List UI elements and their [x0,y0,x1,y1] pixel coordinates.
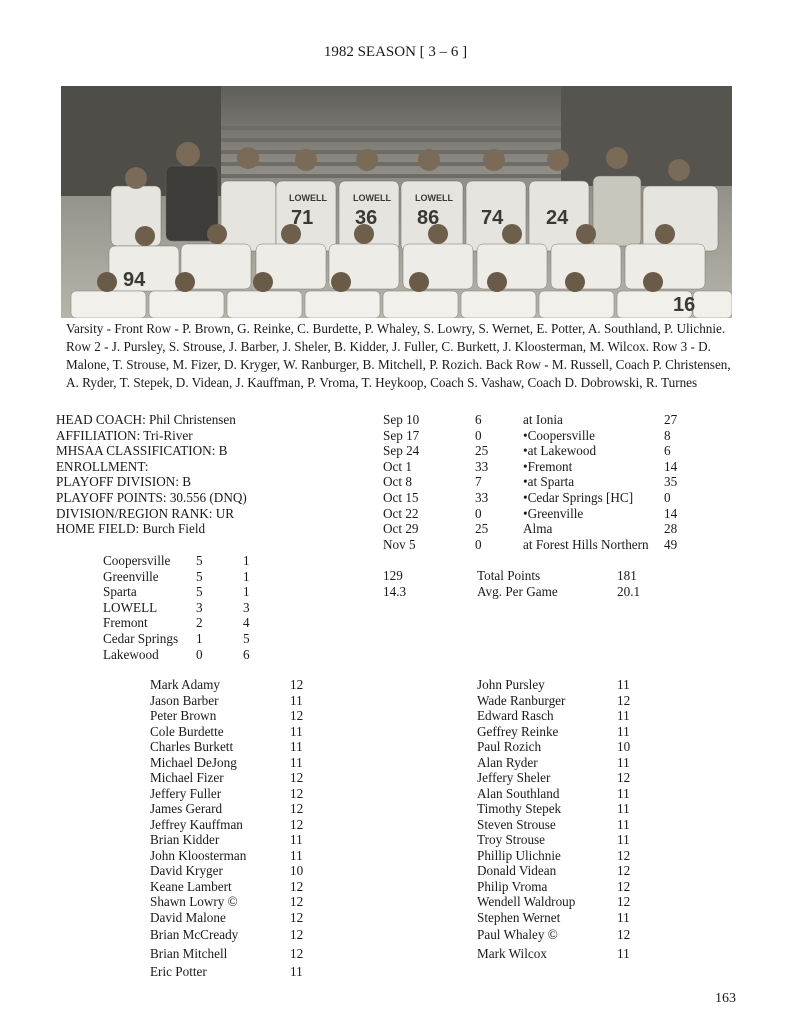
opponent-score: 27 [664,412,678,427]
player-name: Eric Potter [150,964,207,979]
player-name: Mark Wilcox [477,945,547,961]
svg-text:86: 86 [417,207,440,229]
losses: 6 [243,646,250,662]
info-playoff-division: PLAYOFF DIVISION: B [56,474,192,490]
player-name: Brian Kidder [150,832,220,847]
lowell-score: 0 [475,505,482,521]
info-affiliation: AFFILIATION: Tri-River [56,427,193,443]
lowell-score: 25 [475,443,489,459]
player-grade: 11 [617,801,630,816]
opponent-name: •Cedar Springs [HC] [523,490,634,505]
player-name: Jeffery Fuller [150,785,222,801]
total-label: Avg. Per Game [477,583,558,599]
player-grade: 12 [290,801,304,816]
lowell-score: 0 [475,427,482,443]
game-date: Nov 5 [383,536,416,552]
player-name: Shawn Lowry © [150,894,238,909]
info-head-coach: HEAD COACH: Phil Christensen [56,412,236,427]
player-grade: 12 [290,894,304,909]
opponent-score: 8 [664,427,671,443]
photo-caption: Varsity - Front Row - P. Brown, G. Reinke, C. Burdette, P. Whaley, S. Lowry, S. Wernet, E. Potter, A. Southland, P. Ulichnie. Row 2 - J. Pursley, S. Strouse, J. Barber, J. Sheler, B. Kidder, J. Fuller, C. Burkett, J. Kloosterman, M. Wilcox. Row 3 - D. Malone, T. Strouse, M. Fizer, D. Kryger, W. Ranburger, B. Mitchell, P. Rozich. Back Row - M. Russell, Coach P. Christensen, A. Ryder, T. Stepek, D. Videan, J. Kauffman, P. Vroma, T. Heykoop, Coach S. Vashaw, Coach D. Dobrowski, R. Turnes [66,321,731,390]
losses: 4 [243,615,250,631]
wins: 1 [196,631,203,646]
opponent-total: 20.1 [617,583,641,599]
wins: 2 [196,615,203,631]
lowell-score: 6 [475,412,482,427]
player-name: Wade Ranburger [477,692,566,708]
lowell-score: 25 [475,521,489,537]
player-grade: 12 [290,785,304,801]
lowell-score: 0 [475,536,482,552]
svg-text:LOWELL: LOWELL [289,193,327,203]
player-grade: 11 [617,785,630,801]
player-name: Wendell Waldroup [477,894,576,909]
player-grade: 11 [290,847,303,863]
losses: 1 [243,568,250,584]
game-date: Oct 22 [383,505,419,521]
svg-text:36: 36 [355,207,378,229]
game-date: Sep 17 [383,427,420,443]
info-enrollment: ENROLLMENT: [56,458,149,474]
player-grade: 12 [617,927,631,942]
player-name: Steven Strouse [477,816,556,832]
losses: 5 [243,631,250,646]
player-name: Mark Adamy [150,677,220,692]
player-name: John Kloosterman [150,847,247,863]
player-grade: 12 [290,909,304,925]
wins: 3 [196,599,203,615]
opponent-name: •Fremont [523,458,573,474]
opponent-name: Alma [523,521,553,537]
team-name: LOWELL [103,599,158,615]
player-name: Edward Rasch [477,708,554,723]
lowell-score: 7 [475,474,482,490]
opponent-name: •at Lakewood [523,443,597,459]
player-grade: 12 [290,927,304,942]
player-name: Keane Lambert [150,878,232,894]
player-grade: 12 [290,708,304,723]
svg-text:94: 94 [123,269,146,291]
player-grade: 11 [290,723,303,739]
info-region-rank: DIVISION/REGION RANK: UR [56,505,235,521]
lowell-total: 129 [383,568,403,583]
game-date: Sep 10 [383,412,420,427]
player-name: Brian McCready [150,927,239,942]
player-grade: 12 [617,894,631,909]
opponent-name: •at Sparta [523,474,575,490]
player-name: Phillip Ulichnie [477,847,561,863]
player-grade: 12 [617,863,631,878]
player-grade: 12 [290,677,304,692]
player-name: James Gerard [150,801,223,816]
wins: 0 [196,646,203,662]
lowell-score: 33 [475,458,489,474]
player-grade: 11 [290,739,303,754]
team-name: Fremont [103,615,148,631]
player-name: Jason Barber [150,692,219,708]
player-grade: 11 [290,692,303,708]
player-grade: 11 [290,754,303,770]
player-name: John Pursley [477,677,545,692]
player-grade: 11 [290,964,303,979]
team-name: Sparta [103,584,137,600]
opponent-score: 14 [664,505,678,521]
player-name: Jeffery Sheler [477,770,551,785]
player-name: Geffrey Reinke [477,723,559,739]
player-grade: 11 [617,909,630,925]
player-grade: 11 [617,832,630,847]
info-home-field: HOME FIELD: Burch Field [56,521,206,537]
player-grade: 11 [290,832,303,847]
player-grade: 12 [617,770,631,785]
player-name: Peter Brown [150,708,217,723]
player-name: Brian Mitchell [150,945,228,961]
player-grade: 12 [290,878,304,894]
player-name: Stephen Wernet [477,909,561,925]
lowell-score: 33 [475,490,489,505]
player-grade: 12 [617,692,631,708]
game-date: Oct 8 [383,474,412,490]
team-photo [61,86,732,318]
player-name: Cole Burdette [150,723,224,739]
player-grade: 12 [617,878,631,894]
player-grade: 11 [617,723,630,739]
svg-text:16: 16 [673,294,696,316]
page-number: 163 [715,991,736,1006]
player-name: David Kryger [150,863,223,878]
opponent-score: 35 [664,474,678,490]
player-name: Paul Whaley © [477,927,558,942]
opponent-name: •Coopersville [523,427,596,443]
player-grade: 10 [617,739,631,754]
info-classification: MHSAA CLASSIFICATION: B [56,443,228,459]
player-name: Donald Videan [477,863,557,878]
opponent-name: •Greenville [523,505,584,521]
svg-text:74: 74 [481,207,504,229]
player-name: Charles Burkett [150,739,234,754]
player-name: Michael Fizer [150,770,224,785]
player-grade: 11 [617,708,630,723]
opponent-score: 0 [664,490,671,505]
game-date: Oct 1 [383,458,412,474]
opponent-name: at Ionia [523,412,563,427]
player-name: Timothy Stepek [477,801,562,816]
game-date: Oct 29 [383,521,419,537]
losses: 1 [243,553,250,568]
player-grade: 11 [617,816,630,832]
svg-text:24: 24 [546,207,569,229]
team-name: Cedar Springs [103,631,179,646]
player-grade: 11 [617,754,630,770]
player-name: Alan Southland [477,785,560,801]
player-grade: 12 [290,816,304,832]
info-playoff-points: PLAYOFF POINTS: 30.556 (DNQ) [56,489,247,505]
opponent-score: 28 [664,521,678,537]
player-name: Jeffrey Kauffman [150,816,243,832]
player-grade: 12 [617,847,631,863]
player-grade: 10 [290,863,304,878]
player-grade: 11 [617,945,630,961]
player-name: Michael DeJong [150,754,237,770]
opponent-score: 14 [664,458,678,474]
total-label: Total Points [477,568,541,583]
player-grade: 11 [617,677,630,692]
team-name: Lakewood [103,646,159,662]
team-name: Greenville [103,568,159,584]
game-date: Sep 24 [383,443,420,459]
losses: 3 [243,599,250,615]
svg-text:LOWELL: LOWELL [415,193,453,203]
svg-text:LOWELL: LOWELL [353,193,391,203]
player-name: Philip Vroma [477,878,548,894]
svg-text:71: 71 [291,207,314,229]
losses: 1 [243,584,250,600]
page-title: 1982 SEASON [ 3 – 6 ] [323,44,468,60]
lowell-total: 14.3 [383,583,407,599]
wins: 5 [196,568,203,584]
player-name: David Malone [150,909,226,925]
opponent-total: 181 [617,568,637,583]
opponent-name: at Forest Hills Northern [523,536,649,552]
wins: 5 [196,553,203,568]
opponent-score: 6 [664,443,671,459]
wins: 5 [196,584,203,600]
team-name: Coopersville [103,553,171,568]
player-name: Paul Rozich [477,739,542,754]
player-grade: 12 [290,770,304,785]
player-name: Alan Ryder [477,754,538,770]
team-info [56,412,247,537]
opponent-score: 49 [664,536,678,552]
team-photo-icon [61,86,732,318]
game-date: Oct 15 [383,490,419,505]
player-grade: 12 [290,945,304,961]
player-name: Troy Strouse [477,832,546,847]
